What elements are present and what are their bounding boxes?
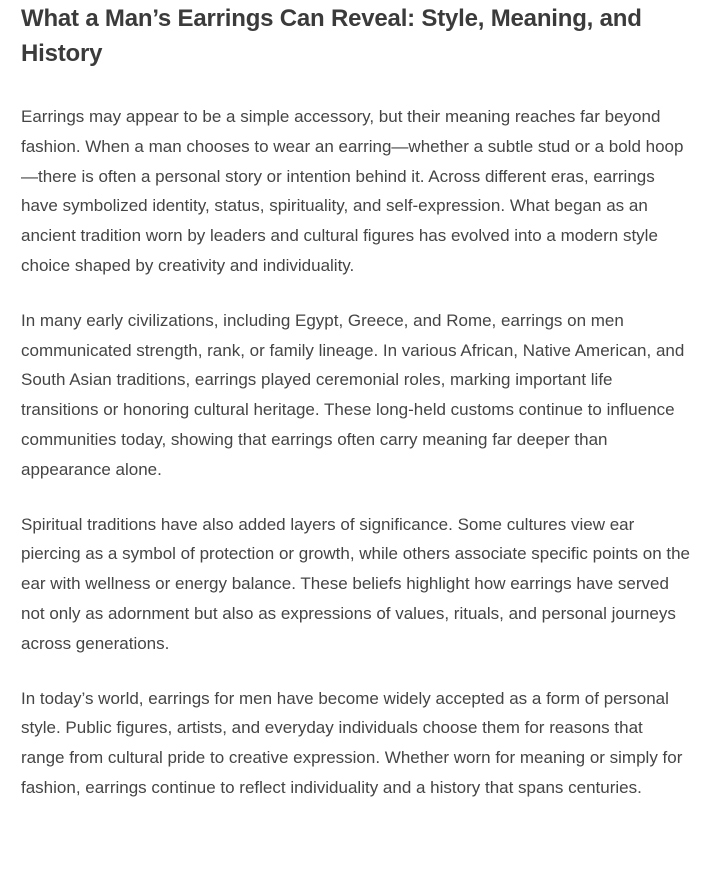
article-paragraph-2: In many early civilizations, including Egypt, Greece, and Rome, earrings on men communicated strength, rank, or family lineage. In various African, Native American, and South Asian traditions, earrings played ceremonial roles, marking important life transitions or honoring cultural heritage. These long-held customs continue to influence communities today, showing that earrings often carry meaning far deeper than appearance alone. <box>21 310 685 479</box>
article-paragraph-1: Earrings may appear to be a simple accessory, but their meaning reaches far beyond fashion. When a man chooses to wear an earring—whether a subtle stud or a bold hoop—there is often a personal story or intention behind it. Across different eras, earrings have symbolized identity, status, spirituality, and self-expression. What began as an ancient tradition worn by leaders and cultural figures has evolved into a modern style choice shaped by creativity and individuality. <box>21 107 684 275</box>
article-paragraph-4: In today’s world, earrings for men have become widely accepted as a form of personal style. Public figures, artists, and everyday individuals choose them for reasons that range from cultural pride to creative expression. Whether worn for meaning or simply for fashion, earrings continue to reflect individuality and a history that spans centuries. <box>21 688 683 797</box>
article-title: What a Man’s Earrings Can Reveal: Style, Meaning, and History <box>21 5 642 67</box>
article-paragraph-3: Spiritual traditions have also added layers of significance. Some cultures view ear piercing as a symbol of protection or growth, while others associate specific points on the ear with wellness or energy balance. These beliefs highlight how earrings have served not only as adornment but also as expressions of values, rituals, and personal journeys across generations. <box>21 514 691 653</box>
